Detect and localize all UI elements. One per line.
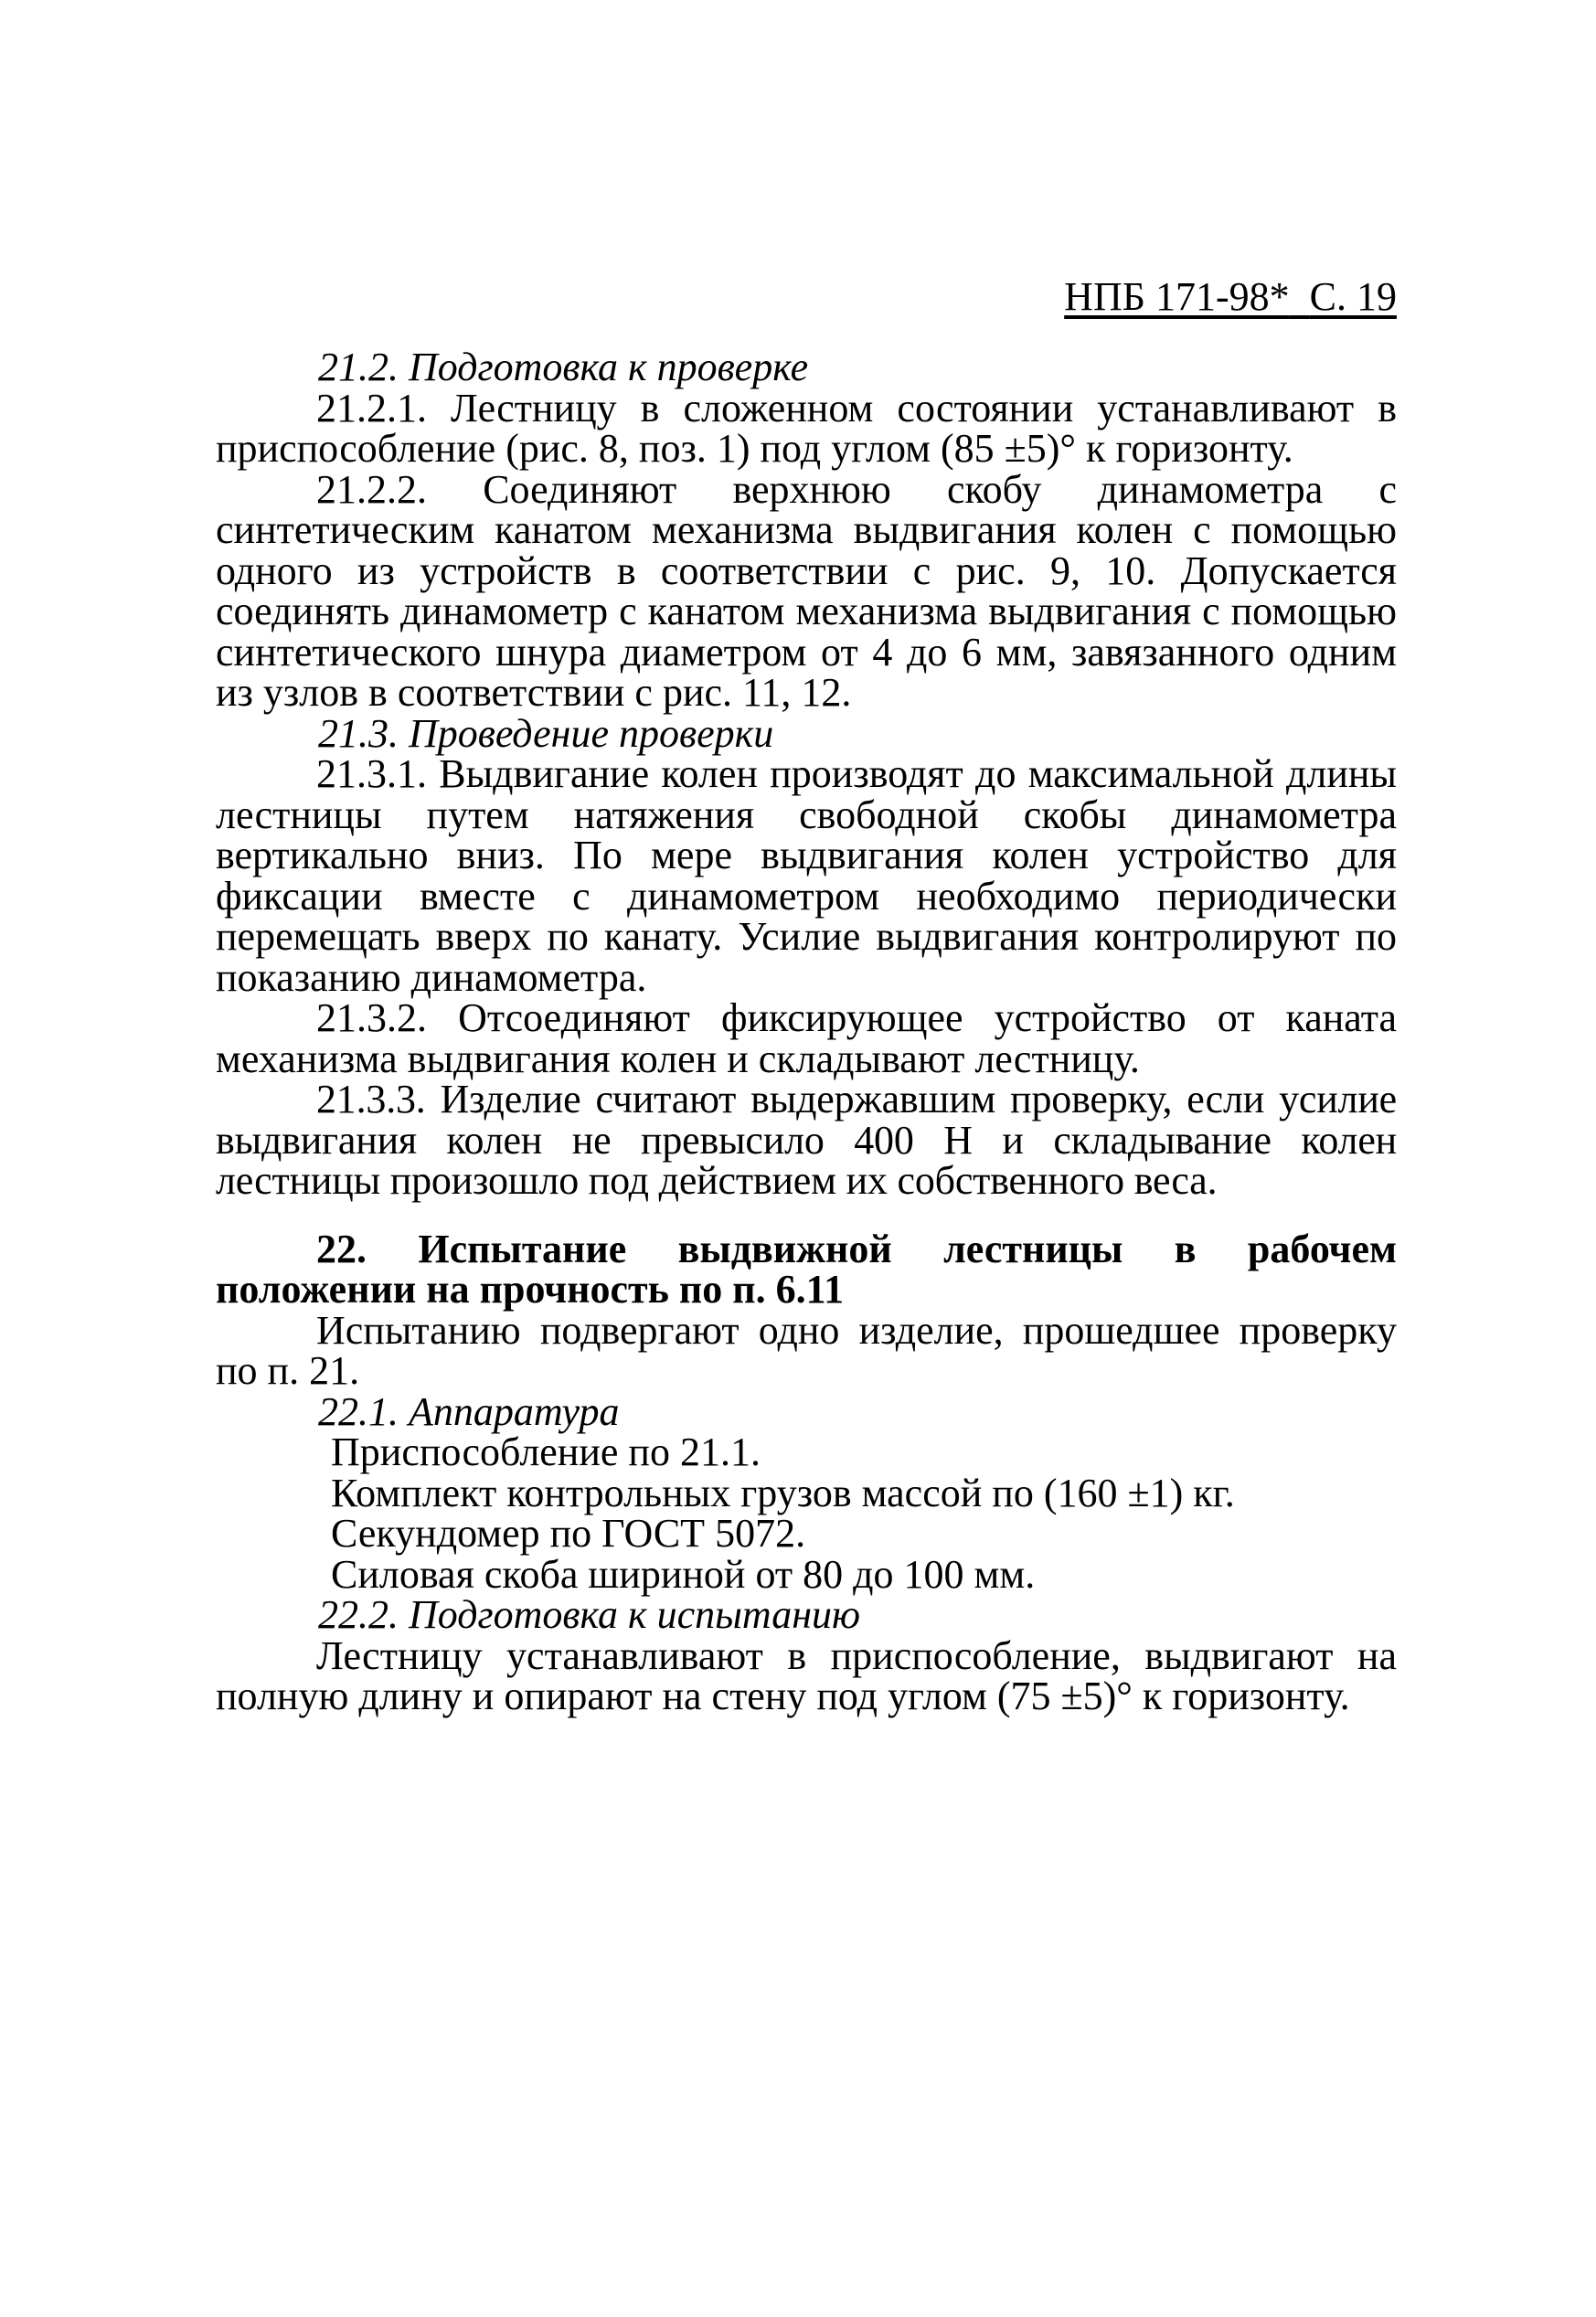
paragraph-21-3-2: 21.3.2. Отсоединяют фиксирующее устройство от каната механизма выдвигания колен и складывают лестницу. bbox=[216, 995, 1397, 1081]
paragraph-21-3-3: 21.3.3. Изделие считают выдержавшим проверку, если усилие выдвигания колен не превысило 400 Н и складывание колен лестницы произошло под действием их собственного веса. bbox=[216, 1077, 1397, 1203]
equipment-item: Комплект контрольных грузов массой по (160 ±1) кг. bbox=[331, 1470, 1235, 1515]
subsection-heading-21-2: 21.2. Подготовка к проверке bbox=[318, 345, 809, 389]
equipment-item: Секундомер по ГОСТ 5072. bbox=[331, 1511, 806, 1556]
paragraph-21-2-1: 21.2.1. Лестницу в сложенном состоянии устанавливают в приспособление (рис. 8, поз. 1) под углом (85 ±5)° к горизонту. bbox=[216, 385, 1397, 471]
paragraph-21-3-1: 21.3.1. Выдвигание колен производят до максимальной длины лестницы путем натяжения свободной скобы динамометра вертикально вниз. По мере выдвигания колен устройство для фиксации вместе с динамометром необходимо периодически перемещать вверх по канату. Усилие выдвигания контролируют по показанию динамометра. bbox=[216, 751, 1397, 1000]
subsection-heading-21-3: 21.3. Проведение проверки bbox=[318, 710, 774, 756]
page-header bbox=[216, 274, 1397, 320]
paragraph-21-2-2: 21.2.2. Соединяют верхнюю скобу динамометра с синтетическим канатом механизма выдвигания колен с помощью одного из устройств в соответствии с рис. 9, 10. Допускается соединять динамометр с канатом механизма выдвигания с помощью синтетического шнура диаметром от 4 до 6 мм, завязанного одним из узлов в соответствии с рис. 11, 12. bbox=[216, 466, 1397, 715]
subsection-heading-22-2: 22.2. Подготовка к испытанию bbox=[318, 1592, 861, 1637]
paragraph-22-2: Лестницу устанавливают в приспособление, выдвигают на полную длину и опирают на стену под углом (75 ±5)° к горизонту. bbox=[216, 1632, 1397, 1718]
paragraph-22-intro: Испытанию подвергают одно изделие, прошедшее проверку по п. 21. bbox=[216, 1307, 1397, 1393]
section-heading-22: 22. Испытание выдвижной лестницы в рабочем положении на прочность по п. 6.11 bbox=[216, 1226, 1397, 1312]
equipment-item: Приспособление по 21.1. bbox=[331, 1430, 761, 1474]
document-code: НПБ 171-98* bbox=[1064, 274, 1290, 319]
subsection-heading-22-1: 22.1. Аппаратура bbox=[318, 1388, 620, 1434]
equipment-item: Силовая скоба шириной от 80 до 100 мм. bbox=[331, 1551, 1036, 1597]
document-page bbox=[216, 274, 1397, 1717]
page-number: С. 19 bbox=[1309, 274, 1397, 319]
